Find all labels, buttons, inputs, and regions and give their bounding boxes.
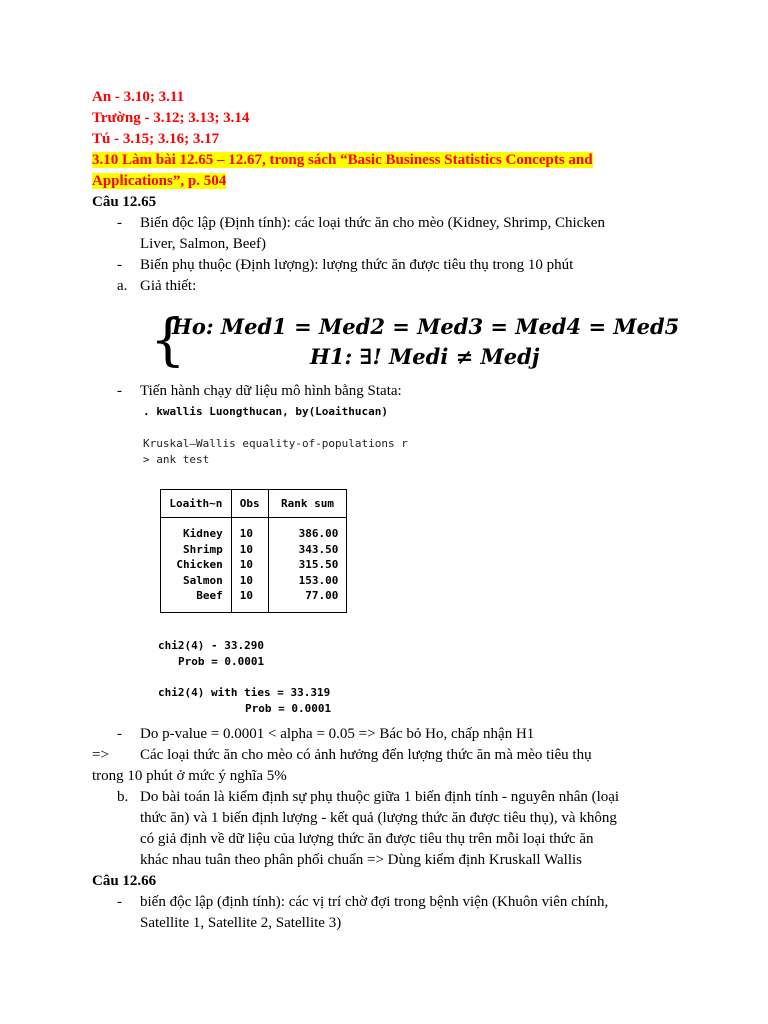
- bullet-dash: -: [117, 257, 122, 273]
- cell-obs: 10: [231, 557, 268, 573]
- task-heading: [92, 150, 593, 171]
- cell-ranksum: 343.50: [268, 542, 347, 558]
- table-row: [161, 542, 347, 558]
- cell-obs: 10: [231, 573, 268, 589]
- conclusion-arrow: =>: [92, 747, 109, 763]
- hypothesis-brace: {: [150, 308, 186, 373]
- prob-label: Prob =: [178, 655, 225, 668]
- cell-type: Salmon: [183, 573, 223, 587]
- bullet-dash: -: [117, 894, 122, 910]
- assignment-tu: Tú - 3.15; 3.16; 3.17: [92, 131, 220, 147]
- stata-results-table: [160, 489, 347, 613]
- table-row: [161, 573, 347, 589]
- cell-type: Shrimp: [183, 542, 223, 556]
- q2-bullet1-line2: Satellite 1, Satellite 2, Satellite 3): [140, 915, 342, 931]
- table-header-row: [161, 490, 347, 518]
- bullet-dash: -: [117, 383, 122, 399]
- q1-b-line3: có giả định về dữ liệu của lượng thức ăn được tiêu thụ trên mỗi loại thức ăn: [140, 831, 594, 847]
- table-row: [161, 518, 347, 542]
- cell-ranksum: 315.50: [268, 557, 347, 573]
- col-header-type: Loaith~n: [161, 490, 232, 518]
- task-heading-line1: 3.10 Làm bài 12.65 – 12.67, trong sách “Basic Business Statistics Concepts and: [92, 152, 593, 168]
- stata-prob2: [245, 701, 331, 717]
- assignment-an: An - 3.10; 3.11: [92, 89, 185, 105]
- q1-bullet1-line1: Biến độc lập (Định tính): các loại thức ăn cho mèo (Kidney, Shrimp, Chicken: [140, 215, 605, 231]
- q1-a-label: a.: [117, 278, 128, 294]
- stata-title-line1: Kruskal–Wallis equality-of-populations r: [143, 437, 408, 450]
- q1-bullet2: Biến phụ thuộc (Định lượng): lượng thức ăn được tiêu thụ trong 10 phút: [140, 257, 574, 273]
- cell-type: Chicken: [176, 558, 223, 572]
- cell-ranksum: 153.00: [268, 573, 347, 589]
- cell-obs: 10: [231, 588, 268, 612]
- stata-title-line2: > ank test: [143, 453, 210, 466]
- table-row: [161, 557, 347, 573]
- q1-b-label: b.: [117, 789, 129, 805]
- cell-obs: 10: [231, 542, 268, 558]
- cell-obs: 10: [231, 518, 268, 542]
- col-header-ranksum: Rank sum: [268, 490, 347, 518]
- hypothesis-h1: H1: ∃! Medi ≠ Medj: [310, 344, 540, 369]
- bullet-dash: -: [117, 726, 122, 742]
- q1-title: Câu 12.65: [92, 194, 157, 210]
- cell-type: Kidney: [183, 527, 223, 540]
- prob-value: 0.0001: [224, 655, 265, 668]
- hypothesis-h0: Ho: Med1 = Med2 = Med3 = Med4 = Med5: [172, 314, 680, 339]
- stata-chi2-ties: chi2(4) with ties = 33.319: [158, 686, 331, 699]
- assignment-truong: Trường - 3.12; 3.13; 3.14: [92, 110, 250, 126]
- prob-label: Prob =: [245, 702, 292, 715]
- q1-b-line4: khác nhau tuân theo phân phối chuẩn => Dùng kiểm định Kruskall Wallis: [140, 852, 583, 868]
- q1-bullet3: Tiến hành chạy dữ liệu mô hình bằng Stata:: [140, 383, 402, 399]
- table-row: [161, 588, 347, 612]
- q1-b-line2: thức ăn) và 1 biến định lượng - kết quả (lượng thức ăn được tiêu thụ), và không: [140, 810, 617, 826]
- q1-a-text: Giả thiết:: [140, 278, 197, 294]
- cell-ranksum: 386.00: [268, 518, 347, 542]
- stata-chi2: chi2(4) - 33.290: [158, 639, 264, 652]
- q1-b-line1: Do bài toán là kiểm định sự phụ thuộc giữa 1 biến định tính - nguyên nhân (loại: [140, 789, 620, 805]
- q1-bullet4: Do p-value = 0.0001 < alpha = 0.05 => Bác bỏ Ho, chấp nhận H1: [140, 726, 535, 742]
- q2-bullet1-line1: biến độc lập (định tính): các vị trí chờ đợi trong bệnh viện (Khuôn viên chính,: [140, 894, 609, 910]
- cell-ranksum: 77.00: [268, 588, 347, 612]
- task-heading-cont: [92, 171, 226, 192]
- bullet-dash: -: [117, 215, 122, 231]
- conclusion-line2: trong 10 phút ở mức ý nghĩa 5%: [92, 768, 287, 784]
- q2-title: Câu 12.66: [92, 873, 157, 889]
- stata-prob1: [178, 654, 264, 670]
- task-heading-line2: Applications”, p. 504: [92, 173, 227, 189]
- stata-command: . kwallis Luongthucan, by(Loaithucan): [143, 405, 389, 418]
- conclusion-line1: Các loại thức ăn cho mèo có ảnh hưởng đến lượng thức ăn mà mèo tiêu thụ: [140, 747, 592, 763]
- q1-bullet1-line2: Liver, Salmon, Beef): [140, 236, 267, 252]
- col-header-obs: Obs: [231, 490, 268, 518]
- cell-type: Beef: [196, 589, 223, 603]
- prob-value: 0.0001: [291, 702, 332, 715]
